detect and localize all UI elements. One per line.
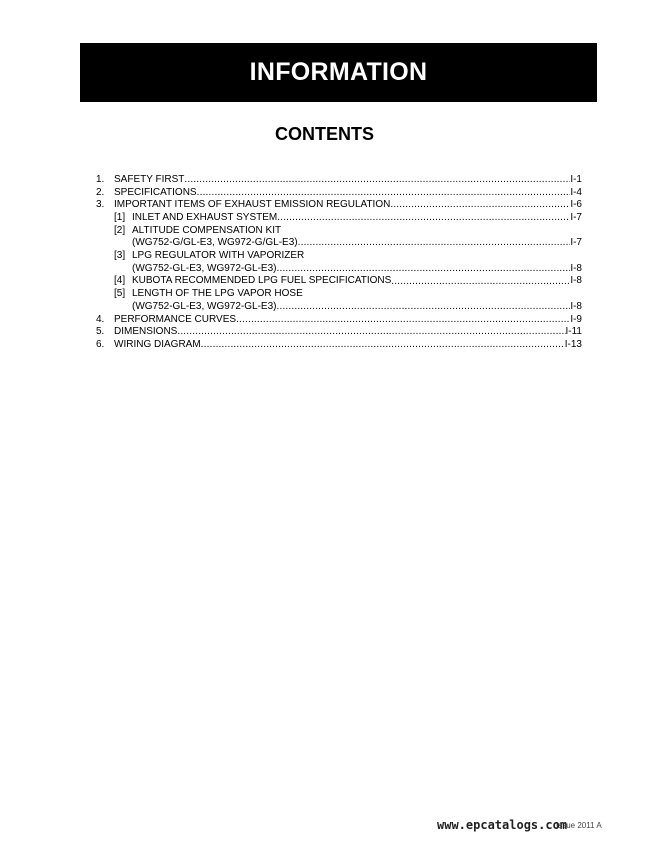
leader-dots (184, 174, 570, 187)
toc-label: SPECIFICATIONS (114, 186, 197, 198)
toc-entry-lpg-regulator[interactable] (96, 250, 582, 263)
toc-entry-lpg-fuel-specs[interactable] (96, 276, 582, 289)
toc-entry-lpg-regulator-models[interactable] (96, 263, 582, 276)
watermark-url: www.epcatalogs.com (437, 818, 568, 832)
toc-entry-performance-curves[interactable]: 4. PERFORMANCE CURVES ..... I-9 (96, 314, 582, 327)
toc-page: I-11 (565, 326, 582, 338)
toc-entry-exhaust-emission[interactable]: 3. IMPORTANT ITEMS OF EXHAUST EMISSION REGULATION ..... I-6 (96, 199, 582, 212)
toc-label: WIRING DIAGRAM (114, 338, 201, 350)
toc-label: [3] LPG REGULATOR WITH VAPORIZER (114, 250, 305, 262)
toc-entry-dimensions[interactable]: 5. DIMENSIONS ..... I-11 (96, 326, 582, 339)
toc-page: I-7 (570, 212, 582, 224)
toc-label: [5] LENGTH OF THE LPG VAPOR HOSE (114, 288, 303, 300)
toc-entry-safety-first[interactable]: 1. SAFETY FIRST ..... I-1 (96, 174, 582, 187)
toc-entry-lpg-vapor-hose[interactable] (96, 288, 582, 301)
toc-label: (WG752-GL-E3, WG972-GL-E3) (132, 262, 277, 274)
toc-entry-wiring-diagram[interactable]: 6. WIRING DIAGRAM ..... I-13 (96, 339, 582, 352)
toc-entry-specifications[interactable]: 2. SPECIFICATIONS ..... I-4 (96, 187, 582, 200)
toc-page: I-1 (570, 173, 582, 185)
toc-label: [4] KUBOTA RECOMMENDED LPG FUEL SPECIFICATIONS (114, 275, 392, 287)
leader-dots (177, 326, 565, 339)
leader-dots (390, 199, 570, 212)
toc-label: (WG752-GL-E3, WG972-GL-E3) (132, 300, 277, 312)
toc-entry-altitude-kit-models[interactable] (96, 237, 582, 250)
leader-dots (298, 237, 571, 250)
leader-dots (197, 187, 571, 200)
toc-page: I-8 (570, 275, 582, 287)
leader-dots (391, 276, 570, 289)
toc-label: SAFETY FIRST (114, 173, 185, 185)
leader-dots (277, 212, 570, 225)
leader-dots (201, 339, 565, 352)
contents-heading: CONTENTS (275, 124, 374, 144)
section-banner (80, 43, 597, 102)
toc-page: I-8 (570, 300, 582, 312)
toc-entry-inlet-exhaust[interactable] (96, 212, 582, 225)
toc-label: [2] ALTITUDE COMPENSATION KIT (114, 224, 282, 236)
toc-page: I-7 (570, 237, 582, 249)
toc-page: I-4 (570, 186, 582, 198)
toc-label: PERFORMANCE CURVES (114, 313, 237, 325)
toc-label: IMPORTANT ITEMS OF EXHAUST EMISSION REGULATION (114, 199, 391, 211)
toc-label: DIMENSIONS (114, 326, 178, 338)
toc-page: I-9 (570, 313, 582, 325)
toc-entry-altitude-kit[interactable] (96, 225, 582, 238)
toc-page: I-8 (570, 262, 582, 274)
toc-label: (WG752-G/GL-E3, WG972-G/GL-E3) (132, 237, 298, 249)
leader-dots (276, 263, 570, 276)
issue-label: Issue 2011 A (556, 821, 602, 830)
toc-page: I-13 (564, 338, 582, 350)
table-of-contents (96, 174, 582, 352)
section-title: INFORMATION (249, 58, 428, 86)
toc-page: I-6 (570, 199, 582, 211)
toc-label: [1] INLET AND EXHAUST SYSTEM (114, 212, 278, 224)
leader-dots (276, 301, 570, 314)
leader-dots (236, 314, 570, 327)
toc-entry-lpg-vapor-hose-models[interactable] (96, 301, 582, 314)
